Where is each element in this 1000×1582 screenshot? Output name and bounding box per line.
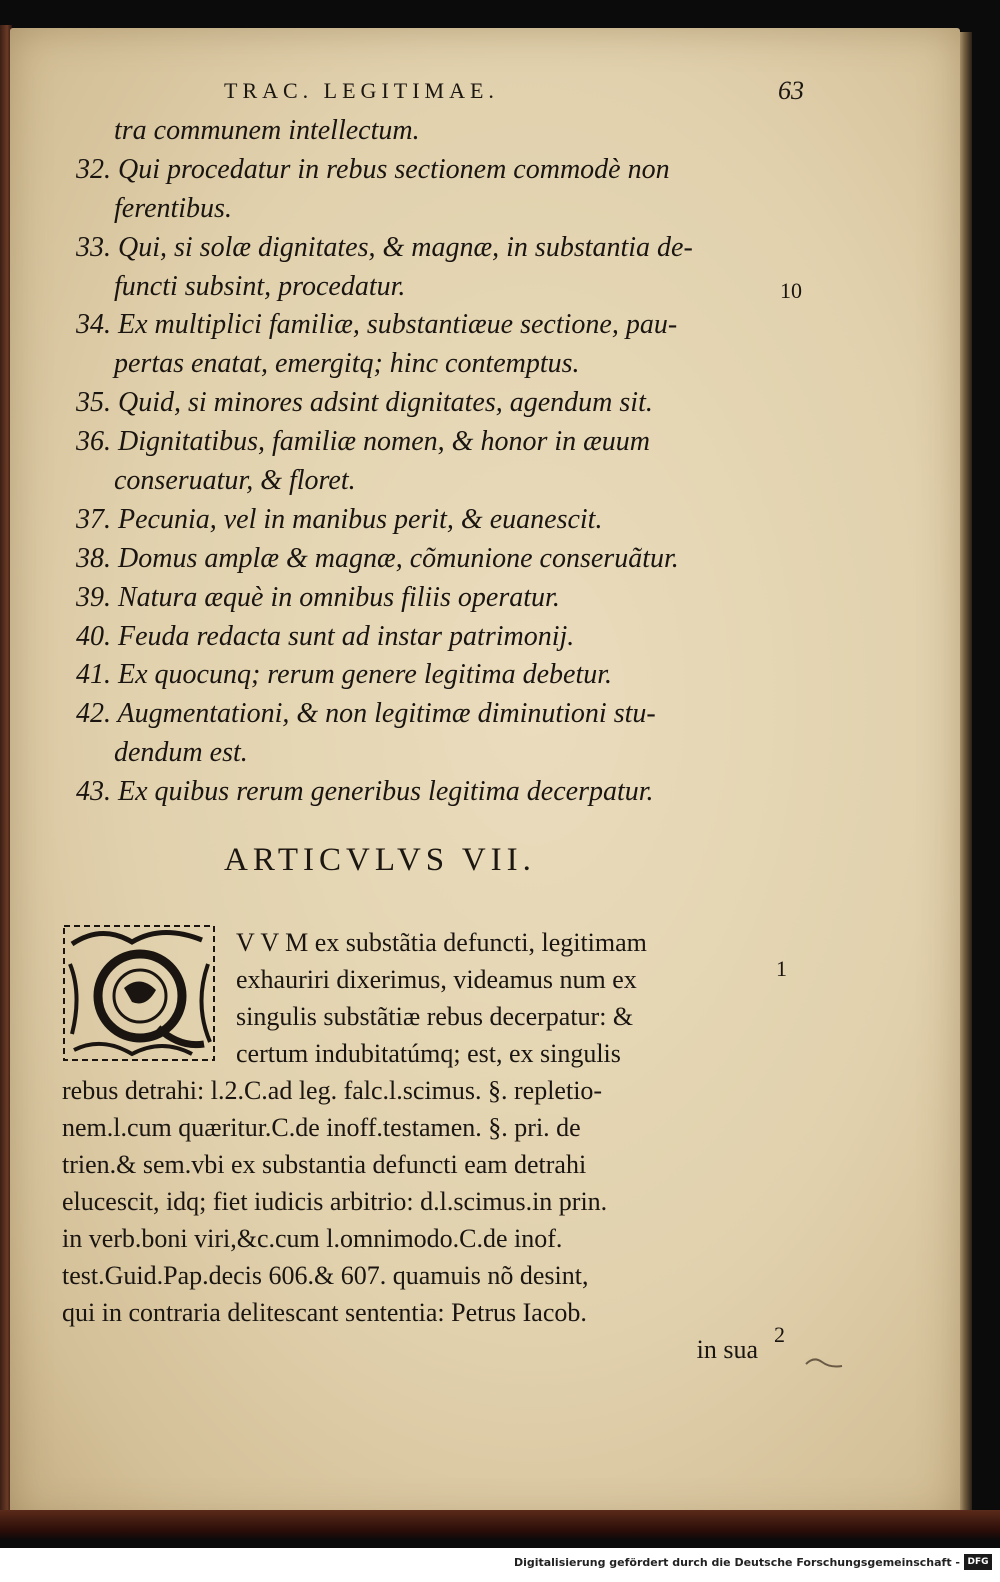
body-line: rebus detrahi: l.2.C.ad leg. falc.l.scimus. §. repletio- xyxy=(62,1076,603,1105)
dfg-logo: DFG xyxy=(964,1554,992,1570)
running-head xyxy=(224,78,804,108)
summary-line: 34. Ex multiplici familiæ, substantiæue sectione, pau- xyxy=(76,309,678,341)
running-head-title: TRAC. LEGITIMAE. xyxy=(224,78,499,103)
summary-line: tra communem intellectum. xyxy=(114,115,420,146)
summary-line: 43. Ex quibus rerum generibus legitima decerpatur. xyxy=(76,776,654,808)
body-line: singulis substãtiæ rebus decerpatur: & xyxy=(236,1002,634,1031)
summary-line: conseruatur, & floret. xyxy=(114,465,356,497)
margin-line-number: 10 xyxy=(780,278,802,303)
body-line: elucescit, idq; fiet iudicis arbitrio: d.l.scimus.in prin. xyxy=(62,1187,608,1216)
margin-note-number: 2 xyxy=(774,1322,785,1347)
margin-note-number: 1 xyxy=(776,956,787,981)
summary-line: 35. Quid, si minores adsint dignitates, agendum sit. xyxy=(76,387,653,419)
body-line: nem.l.cum quæritur.C.de inoff.testamen. §. pri. de xyxy=(62,1113,581,1142)
summary-line: 41. Ex quocunq; rerum genere legitima debetur. xyxy=(76,659,613,691)
article-body xyxy=(62,924,762,1368)
summary-line: 32. Qui procedatur in rebus sectionem commodè non xyxy=(76,153,670,185)
page-number: 63 xyxy=(778,76,804,105)
body-line: in verb.boni viri,&c.cum l.omnimodo.C.de inof. xyxy=(62,1224,563,1253)
body-line: exhauriri dixerimus, videamus num ex xyxy=(236,965,637,994)
article-heading: ARTICVLVS VII. xyxy=(224,842,536,878)
cover-bottom-edge xyxy=(0,1510,1000,1540)
summary-line: 38. Domus amplæ & magnæ, cõmunione conseruãtur. xyxy=(76,542,679,574)
body-line: trien.& sem.vbi ex substantia defuncti eam detrahi xyxy=(62,1150,587,1179)
footer-bar xyxy=(0,1548,1000,1582)
body-line: certum indubitatúmq; est, ex singulis xyxy=(236,1039,621,1068)
summary-line: 33. Qui, si solæ dignitates, & magnæ, in substantia de- xyxy=(76,231,693,263)
summary-line: functi subsint, procedatur. xyxy=(114,270,406,302)
catchword: in sua xyxy=(696,1335,758,1364)
summary-list xyxy=(76,112,796,812)
summary-line: ferentibus. xyxy=(114,192,232,224)
summary-line: 39. Natura æquè in omnibus filiis operatur. xyxy=(76,581,560,613)
summary-line: dendum est. xyxy=(114,737,248,769)
summary-line: pertas enatat, emergitq; hinc contemptus. xyxy=(114,348,580,380)
bleed-through-mark-icon xyxy=(804,1356,844,1370)
summary-line: 40. Feuda redacta sunt ad instar patrimonij. xyxy=(76,620,575,652)
body-line: qui in contraria delitescant sententia: Petrus Iacob. xyxy=(62,1298,587,1327)
body-line: V V M ex substãtia defuncti, legitimam xyxy=(236,928,647,957)
summary-line: 37. Pecunia, vel in manibus perit, & euanescit. xyxy=(76,503,603,535)
digitization-credit: Digitalisierung gefördert durch die Deutsche Forschungsgemeinschaft - xyxy=(513,1556,960,1569)
summary-line: 42. Augmentationi, & non legitimæ diminutioni stu- xyxy=(76,698,656,730)
summary-line: 36. Dignitatibus, familiæ nomen, & honor in æuum xyxy=(76,426,651,458)
body-line: test.Guid.Pap.decis 606.& 607. quamuis nõ desint, xyxy=(62,1261,589,1290)
page-edge xyxy=(958,32,972,1522)
